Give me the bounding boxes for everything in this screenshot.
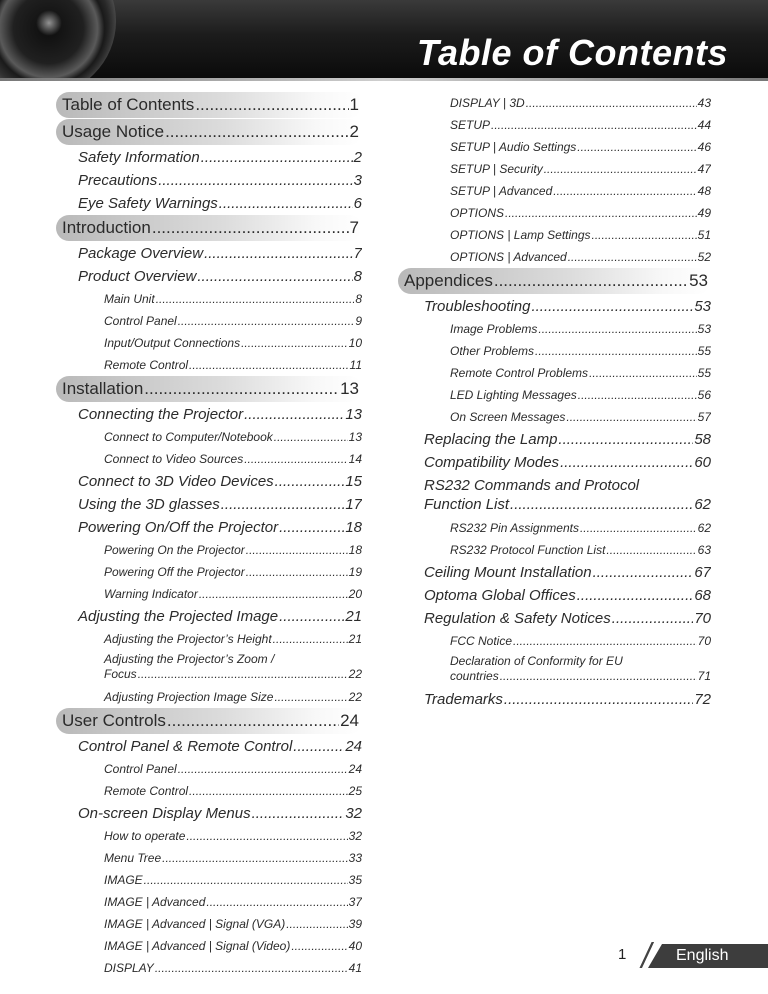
toc-leader-dots — [291, 935, 347, 957]
toc-page-number: 67 — [694, 564, 711, 581]
toc-entry-title: How to operate — [104, 829, 186, 843]
toc-leader-dots — [526, 92, 697, 114]
toc-leader-dots — [167, 708, 339, 734]
toc-entry-title: Warning Indicator — [104, 587, 198, 601]
toc-leader-dots — [199, 583, 348, 605]
toc-page-number: 20 — [348, 587, 362, 601]
toc-leader-dots — [279, 605, 344, 628]
toc-leader-dots — [612, 607, 694, 630]
toc-entry-title: Input/Output Connections — [104, 336, 241, 350]
toc-leader-dots — [592, 224, 697, 246]
toc-left-column — [56, 92, 362, 979]
toc-entry-title: Introduction — [62, 218, 151, 237]
toc-leader-dots — [577, 584, 694, 607]
toc-entry[interactable] — [398, 180, 711, 202]
toc-entry-title: SETUP | Audio Settings — [450, 140, 577, 154]
page-title: Table of Contents — [416, 32, 728, 73]
toc-entry-title: RS232 Protocol Function List — [450, 543, 606, 557]
toc-entry-title: LED Lighting Messages — [450, 388, 577, 402]
toc-leader-dots — [286, 913, 347, 935]
toc-page-number: 6 — [353, 195, 362, 212]
toc-leader-dots — [606, 539, 696, 561]
toc-entry-title: Powering On/Off the Projector — [78, 519, 279, 536]
toc-page-number: 53 — [689, 271, 708, 290]
toc-entry[interactable] — [56, 539, 362, 561]
toc-entry-title: Control Panel — [104, 762, 177, 776]
toc-page-number: 17 — [345, 496, 362, 513]
toc-page-number: 52 — [697, 250, 711, 264]
toc-page-number: 32 — [345, 805, 362, 822]
toc-entry-title: Eye Safety Warnings — [78, 195, 218, 212]
toc-leader-dots — [544, 158, 697, 180]
toc-entry[interactable] — [56, 470, 362, 493]
toc-entry-title: Adjusting the Projector’s Zoom / — [104, 652, 275, 666]
toc-entry[interactable] — [56, 242, 362, 265]
toc-entry[interactable] — [56, 628, 362, 650]
toc-leader-dots — [189, 780, 348, 802]
toc-entry-title: FCC Notice — [450, 634, 513, 648]
toc-page-number: 3 — [353, 172, 362, 189]
toc-entry[interactable] — [56, 403, 362, 426]
toc-entry-title: IMAGE | Advanced | Signal (VGA) — [104, 917, 286, 931]
toc-leader-dots — [178, 758, 348, 780]
toc-entry-title: Appendices — [404, 271, 493, 290]
toc-entry[interactable] — [56, 426, 362, 448]
toc-entry[interactable] — [398, 539, 711, 561]
toc-page-number: 43 — [697, 96, 711, 110]
toc-section-heading[interactable] — [56, 119, 362, 145]
toc-entry[interactable] — [398, 295, 711, 318]
toc-leader-dots — [241, 332, 348, 354]
toc-entry-title: Declaration of Conformity for EU — [450, 654, 623, 668]
toc-page-number: 63 — [697, 543, 711, 557]
toc-leader-dots — [553, 180, 696, 202]
toc-leader-dots — [252, 802, 345, 825]
toc-page-number: 51 — [697, 228, 711, 242]
toc-page-number: 39 — [348, 917, 362, 931]
toc-page-number: 56 — [697, 388, 711, 402]
toc-leader-dots — [275, 470, 345, 493]
toc-page-number: 33 — [348, 851, 362, 865]
toc-leader-dots — [246, 539, 348, 561]
toc-entry-title: Using the 3D glasses — [78, 496, 220, 513]
toc-page-number: 37 — [348, 895, 362, 909]
toc-leader-dots — [152, 215, 349, 241]
toc-leader-dots — [186, 825, 347, 847]
toc-page-number: 60 — [694, 454, 711, 471]
toc-leader-dots — [219, 192, 353, 215]
toc-page-number: 46 — [697, 140, 711, 154]
toc-entry[interactable] — [398, 451, 711, 474]
toc-leader-dots — [504, 688, 693, 711]
toc-entry-title: Connect to Computer/Notebook — [104, 430, 273, 444]
toc-leader-dots — [156, 288, 355, 310]
toc-section-heading[interactable] — [56, 376, 362, 402]
toc-entry-title: IMAGE | Advanced — [104, 895, 206, 909]
projector-lens-graphic — [0, 0, 116, 78]
toc-entry[interactable] — [56, 802, 362, 825]
toc-page-number: 18 — [345, 519, 362, 536]
toc-leader-dots — [580, 517, 697, 539]
toc-entry[interactable] — [398, 630, 711, 652]
toc-entry-title-continued: countries — [450, 669, 499, 683]
toc-page-number: 55 — [697, 366, 711, 380]
toc-leader-dots — [195, 92, 348, 118]
toc-entry-title: Compatibility Modes — [424, 454, 560, 471]
toc-entry[interactable] — [398, 136, 711, 158]
toc-page-number: 11 — [349, 358, 362, 372]
toc-entry[interactable] — [56, 288, 362, 310]
toc-leader-dots — [494, 268, 688, 294]
toc-entry-title: Trademarks — [424, 691, 503, 708]
toc-leader-dots — [510, 495, 693, 514]
toc-entry[interactable] — [398, 114, 711, 136]
toc-entry-title: Powering Off the Projector — [104, 565, 245, 579]
toc-page-number: 14 — [348, 452, 362, 466]
toc-page-number: 15 — [345, 473, 362, 490]
toc-entry[interactable] — [56, 561, 362, 583]
toc-entry-title: RS232 Commands and Protocol — [424, 477, 640, 494]
toc-leader-dots — [279, 516, 344, 539]
toc-entry[interactable] — [56, 265, 362, 288]
toc-entry-title: On Screen Messages — [450, 410, 566, 424]
toc-leader-dots — [535, 340, 697, 362]
toc-leader-dots — [197, 265, 352, 288]
toc-leader-dots — [566, 406, 696, 428]
toc-leader-dots — [500, 669, 697, 684]
toc-leader-dots — [204, 242, 353, 265]
toc-entry-title: Menu Tree — [104, 851, 162, 865]
toc-entry-title: Optoma Global Offices — [424, 587, 576, 604]
toc-leader-dots — [274, 686, 347, 708]
toc-page-number: 19 — [348, 565, 362, 579]
toc-entry[interactable] — [56, 146, 362, 169]
toc-page-number: 40 — [348, 939, 362, 953]
toc-entry[interactable] — [398, 158, 711, 180]
toc-leader-dots — [144, 869, 348, 891]
toc-page-number: 2 — [353, 149, 362, 166]
toc-page-number: 24 — [345, 738, 362, 755]
page-number: 1 — [618, 946, 627, 963]
toc-page-number: 49 — [697, 206, 711, 220]
toc-page-number: 2 — [349, 122, 359, 141]
toc-entry-title: On-screen Display Menus — [78, 805, 251, 822]
toc-page-number: 55 — [697, 344, 711, 358]
toc-entry[interactable] — [398, 362, 711, 384]
toc-entry-title: Adjusting Projection Image Size — [104, 690, 274, 704]
toc-entry[interactable] — [56, 758, 362, 780]
toc-page-number: 21 — [348, 632, 362, 646]
toc-entry[interactable] — [56, 935, 362, 957]
toc-entry-title: Ceiling Mount Installation — [424, 564, 592, 581]
toc-page-number: 13 — [345, 406, 362, 423]
toc-entry[interactable] — [56, 310, 362, 332]
toc-entry[interactable] — [398, 607, 711, 630]
toc-leader-dots — [138, 667, 348, 682]
toc-entry-title: Safety Information — [78, 149, 200, 166]
toc-leader-dots — [513, 630, 697, 652]
toc-entry[interactable] — [56, 192, 362, 215]
toc-entry-title-continued: Function List — [424, 496, 510, 513]
toc-entry[interactable] — [56, 891, 362, 913]
toc-page-number: 48 — [697, 184, 711, 198]
toc-entry[interactable] — [56, 686, 362, 708]
toc-entry[interactable] — [398, 202, 711, 224]
toc-entry[interactable] — [398, 246, 711, 268]
toc-leader-dots — [189, 354, 348, 376]
toc-entry-title: OPTIONS | Lamp Settings — [450, 228, 591, 242]
toc-leader-dots — [274, 426, 348, 448]
toc-entry-title: Other Problems — [450, 344, 535, 358]
toc-leader-dots — [293, 735, 344, 758]
toc-entry-title: Adjusting the Projected Image — [78, 608, 279, 625]
toc-entry[interactable] — [56, 780, 362, 802]
toc-page-number: 47 — [697, 162, 711, 176]
toc-entry-title-continued: Focus — [104, 667, 137, 681]
toc-entry-title: Powering On the Projector — [104, 543, 245, 557]
toc-entry-title: Package Overview — [78, 245, 204, 262]
toc-page-number: 70 — [697, 634, 711, 648]
toc-entry[interactable] — [56, 869, 362, 891]
toc-leader-dots — [162, 847, 348, 869]
toc-entry[interactable] — [56, 583, 362, 605]
toc-page-number: 53 — [694, 298, 711, 315]
toc-section-heading[interactable] — [56, 92, 362, 118]
toc-page-number: 62 — [697, 521, 711, 535]
toc-entry[interactable] — [398, 654, 711, 684]
toc-page-number: 68 — [694, 587, 711, 604]
toc-entry-title: Remote Control Problems — [450, 366, 589, 380]
toc-entry[interactable] — [398, 476, 711, 514]
toc-leader-dots — [568, 246, 697, 268]
toc-page-number: 25 — [348, 784, 362, 798]
toc-leader-dots — [538, 318, 696, 340]
toc-leader-dots — [155, 957, 348, 979]
header-divider — [0, 78, 768, 81]
toc-leader-dots — [589, 362, 697, 384]
toc-page-number: 41 — [348, 961, 362, 975]
toc-entry-title: Replacing the Lamp — [424, 431, 558, 448]
toc-leader-dots — [531, 295, 693, 318]
toc-leader-dots — [491, 114, 697, 136]
toc-page-number: 32 — [348, 829, 362, 843]
toc-entry-title: Remote Control — [104, 784, 189, 798]
toc-entry[interactable] — [56, 735, 362, 758]
toc-leader-dots — [201, 146, 353, 169]
toc-entry-title: Connecting the Projector — [78, 406, 244, 423]
toc-entry[interactable] — [56, 847, 362, 869]
toc-leader-dots — [165, 119, 348, 145]
toc-page-number: 22 — [348, 690, 362, 704]
toc-entry-title: Remote Control — [104, 358, 189, 372]
toc-entry-title: Control Panel & Remote Control — [78, 738, 293, 755]
toc-leader-dots — [221, 493, 345, 516]
toc-entry[interactable] — [56, 652, 362, 682]
toc-page-number: 57 — [697, 410, 711, 424]
toc-page-number: 1 — [349, 95, 359, 114]
toc-entry[interactable] — [56, 354, 362, 376]
toc-page-number: 70 — [694, 610, 711, 627]
toc-leader-dots — [244, 448, 347, 470]
toc-page-number: 72 — [694, 691, 711, 708]
toc-page-number: 21 — [345, 608, 362, 625]
toc-entry[interactable] — [398, 561, 711, 584]
toc-entry-title: SETUP | Security — [450, 162, 543, 176]
footer-language: English — [676, 947, 729, 964]
toc-page-number: 62 — [694, 496, 711, 513]
toc-entry-title: Adjusting the Projector’s Height — [104, 632, 272, 646]
toc-entry-title: Product Overview — [78, 268, 197, 285]
toc-leader-dots — [578, 384, 697, 406]
toc-leader-dots — [158, 169, 352, 192]
toc-entry-title: IMAGE — [104, 873, 143, 887]
toc-entry-title: User Controls — [62, 711, 166, 730]
toc-entry-title: Installation — [62, 379, 144, 398]
toc-page-number: 13 — [348, 430, 362, 444]
toc-entry[interactable] — [56, 516, 362, 539]
toc-entry[interactable] — [56, 825, 362, 847]
toc-page-number: 71 — [697, 669, 711, 683]
toc-entry-title: SETUP — [450, 118, 491, 132]
toc-leader-dots — [505, 202, 697, 224]
toc-leader-dots — [577, 136, 696, 158]
toc-entry-title: DISPLAY — [104, 961, 154, 975]
toc-entry-title: IMAGE | Advanced | Signal (Video) — [104, 939, 291, 953]
toc-page-number: 8 — [355, 292, 362, 306]
toc-entry[interactable] — [56, 332, 362, 354]
toc-page-number: 35 — [348, 873, 362, 887]
toc-entry-title: Image Problems — [450, 322, 538, 336]
toc-entry-title: OPTIONS — [450, 206, 505, 220]
toc-page-number: 8 — [353, 268, 362, 285]
toc-entry[interactable] — [56, 957, 362, 979]
toc-leader-dots — [560, 451, 693, 474]
toc-leader-dots — [178, 310, 355, 332]
toc-entry[interactable] — [56, 605, 362, 628]
toc-entry-title: Connect to Video Sources — [104, 452, 244, 466]
toc-entry-title: Main Unit — [104, 292, 155, 306]
toc-entry-title: RS232 Pin Assignments — [450, 521, 579, 535]
toc-leader-dots — [273, 628, 348, 650]
toc-entry-title: Precautions — [78, 172, 158, 189]
toc-entry-title: DISPLAY | 3D — [450, 96, 525, 110]
toc-page-number: 13 — [340, 379, 359, 398]
toc-leader-dots — [144, 376, 339, 402]
toc-entry[interactable] — [398, 517, 711, 539]
toc-page-number: 44 — [697, 118, 711, 132]
toc-section-heading[interactable] — [398, 268, 711, 294]
toc-entry[interactable] — [56, 493, 362, 516]
toc-leader-dots — [244, 403, 344, 426]
toc-entry[interactable] — [398, 92, 711, 114]
toc-entry[interactable] — [398, 384, 711, 406]
toc-page-number: 7 — [353, 245, 362, 262]
toc-entry[interactable] — [56, 913, 362, 935]
toc-page-number: 9 — [355, 314, 362, 328]
toc-page-number: 24 — [348, 762, 362, 776]
toc-leader-dots — [206, 891, 347, 913]
toc-entry[interactable] — [398, 340, 711, 362]
toc-entry-title: Table of Contents — [62, 95, 195, 114]
toc-entry-title: SETUP | Advanced — [450, 184, 553, 198]
toc-entry[interactable] — [398, 224, 711, 246]
page-header — [0, 0, 768, 78]
toc-leader-dots — [558, 428, 693, 451]
toc-entry-title: Connect to 3D Video Devices — [78, 473, 274, 490]
toc-page-number: 58 — [694, 431, 711, 448]
toc-section-heading[interactable] — [56, 215, 362, 241]
toc-entry-title: Troubleshooting — [424, 298, 531, 315]
toc-entry[interactable] — [56, 448, 362, 470]
toc-leader-dots — [246, 561, 348, 583]
toc-entry-title: Control Panel — [104, 314, 177, 328]
toc-page-number: 10 — [348, 336, 362, 350]
toc-entry-title: Regulation & Safety Notices — [424, 610, 611, 627]
toc-entry-title: OPTIONS | Advanced — [450, 250, 567, 264]
toc-page-number: 24 — [340, 711, 359, 730]
toc-page-number: 7 — [349, 218, 359, 237]
toc-page-number: 53 — [697, 322, 711, 336]
toc-entry[interactable] — [398, 318, 711, 340]
toc-section-heading[interactable] — [56, 708, 362, 734]
toc-right-column — [398, 92, 711, 711]
toc-leader-dots — [593, 561, 694, 584]
toc-entry[interactable] — [398, 688, 711, 711]
toc-entry[interactable] — [56, 169, 362, 192]
toc-entry[interactable] — [398, 406, 711, 428]
toc-page-number: 22 — [348, 667, 362, 681]
toc-entry[interactable] — [398, 428, 711, 451]
toc-entry-title: Usage Notice — [62, 122, 165, 141]
toc-entry[interactable] — [398, 584, 711, 607]
toc-page-number: 18 — [348, 543, 362, 557]
